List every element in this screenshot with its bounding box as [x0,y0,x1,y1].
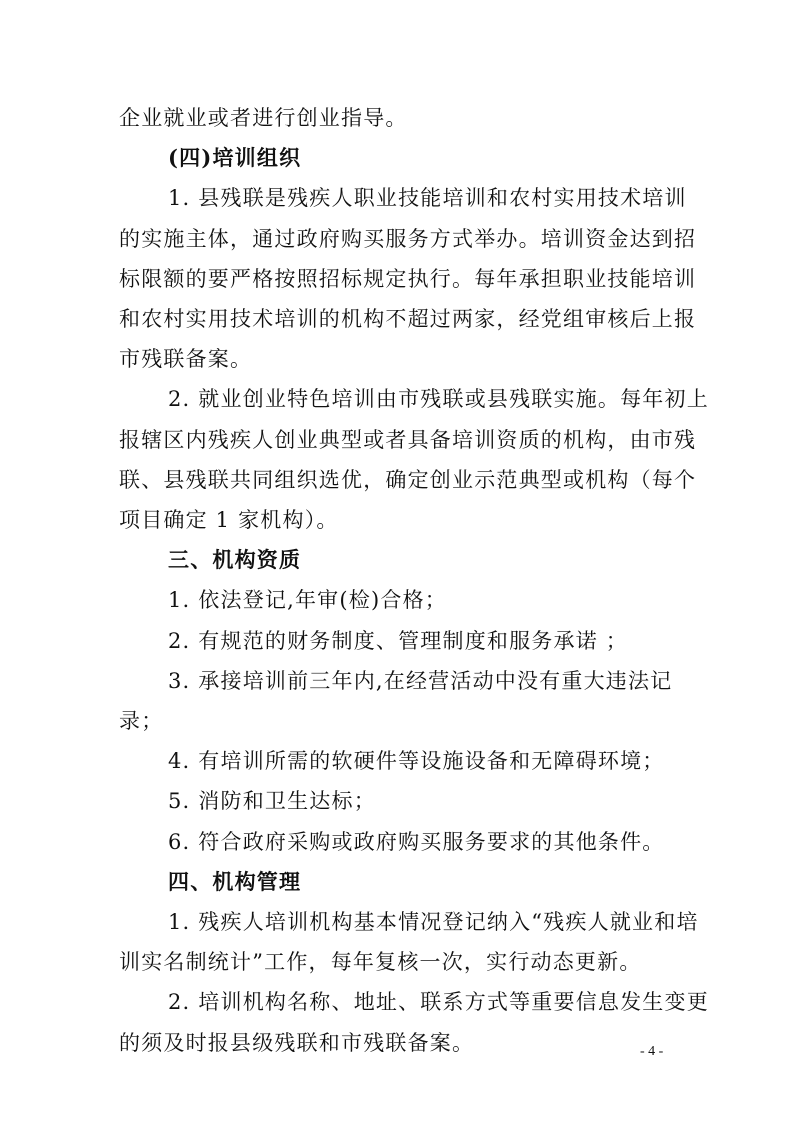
paragraph-line-8: 2. 就业创业特色培训由市残联或县残联实施。每年初上 [168,387,709,411]
paragraph-line-5: 标限额的要严格按照招标规定执行。每年承担职业技能培训 [119,267,697,291]
list-item-6: 6. 符合政府采购或政府购买服务要求的其他条件。 [168,830,665,854]
paragraph-line-7: 市残联备案。 [119,347,253,371]
page-number: - 4 - [640,1044,664,1059]
list-item-3-continued: 录； [119,709,164,733]
list-item-2: 2. 有规范的财务制度、管理制度和服务承诺 ； [168,629,628,653]
paragraph-line-1: 企业就业或者进行创业指导。 [119,106,408,130]
section-heading-training-organization: (四)培训组织 [168,145,302,170]
mgmt-item-2: 2. 培训机构名称、地址、联系方式等重要信息发生变更 [168,990,709,1014]
paragraph-line-6: 和农村实用技术培训的机构不超过两家，经党组审核后上报 [119,307,697,331]
paragraph-line-4: 的实施主体，通过政府购买服务方式举办。培训资金达到招 [119,227,697,251]
mgmt-item-2-continued: 的须及时报县级残联和市残联备案。 [119,1031,475,1055]
paragraph-line-10: 联、县残联共同组织选优，确定创业示范典型或机构（每个 [119,468,697,492]
mgmt-item-1: 1. 残疾人培训机构基本情况登记纳入“残疾人就业和培 [168,910,699,934]
paragraph-line-3: 1. 县残联是残疾人职业技能培训和农村实用技术培训 [168,186,687,210]
list-item-3: 3. 承接培训前三年内,在经营活动中没有重大违法记 [168,669,673,693]
list-item-4: 4. 有培训所需的软硬件等设施设备和无障碍环境； [168,749,665,773]
list-item-1: 1. 依法登记,年审(检)合格； [168,588,447,612]
paragraph-line-11: 项目确定 1 家机构）。 [119,508,339,532]
list-item-5: 5. 消防和卫生达标； [168,789,376,813]
mgmt-item-1-continued: 训实名制统计”工作，每年复核一次，实行动态更新。 [119,950,642,974]
section-heading-qualifications: 三、机构资质 [168,547,302,572]
section-heading-management: 四、机构管理 [168,869,302,894]
paragraph-line-9: 报辖区内残疾人创业典型或者具备培训资质的机构，由市残 [119,428,697,452]
